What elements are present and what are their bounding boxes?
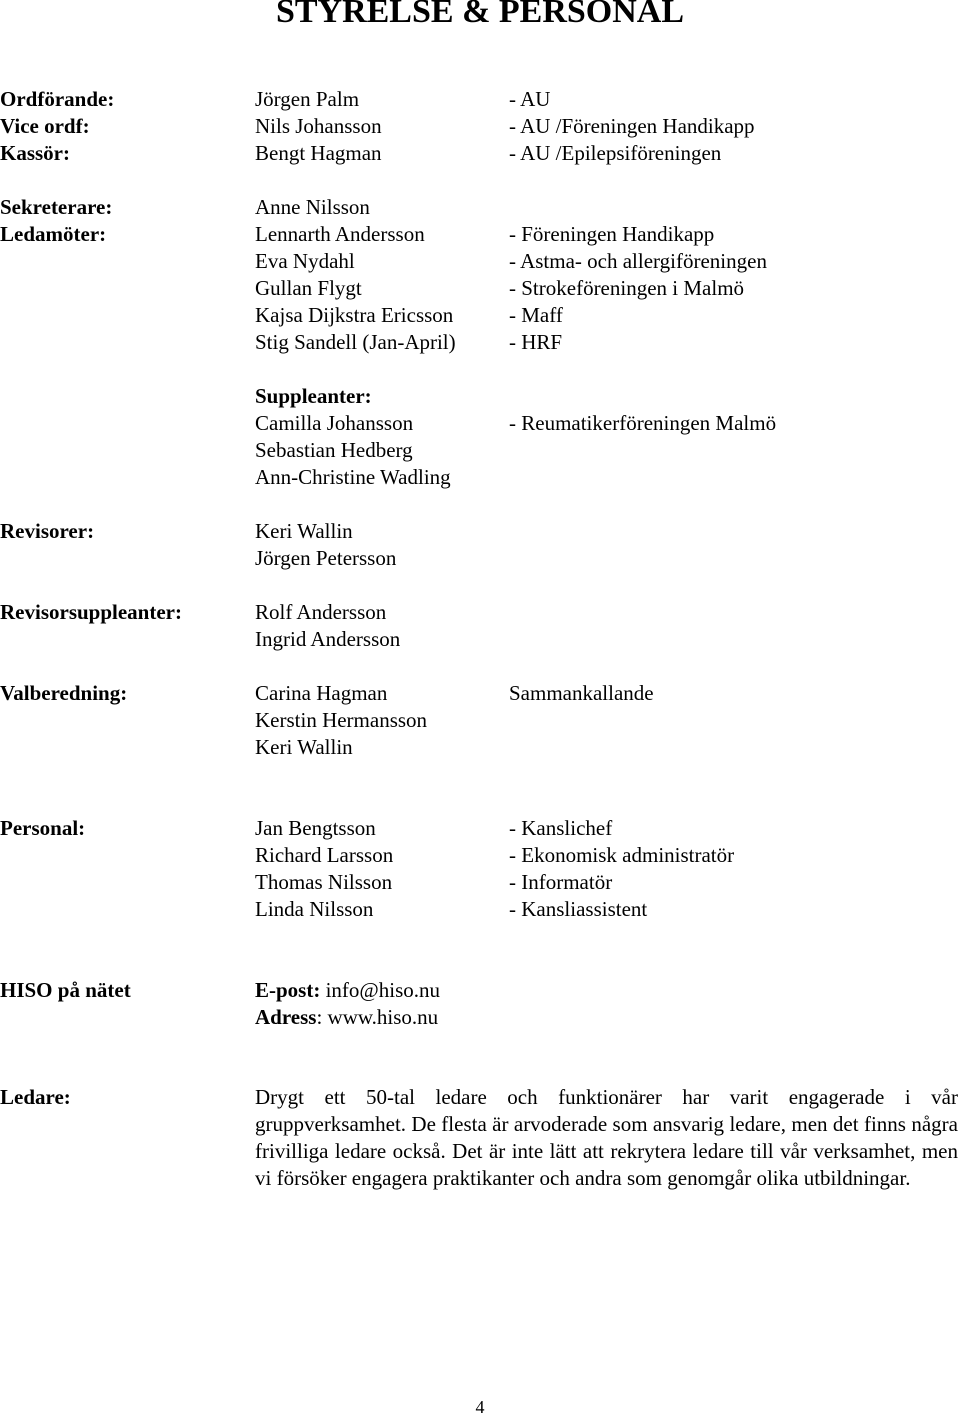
hiso-label: HISO på nätet (0, 978, 131, 1002)
vice-role: - AU /Föreningen Handikapp (509, 114, 755, 138)
staff-role: - Informatör (509, 870, 613, 894)
ledare-paragraph: Drygt ett 50-tal ledare och funktionärer har varit engagerade i vår gruppverksamhet. De flesta är arvoderade som ansvarig ledare, men det finns några frivilliga ledare också. Det är inte lätt att rekrytera ledare till vår verksamhet, men vi försöker engagera praktikanter och andra som genomgår olika utbildningar. (255, 1085, 958, 1190)
staff-name: Thomas Nilsson (255, 870, 393, 894)
ledamot-org: - HRF (509, 330, 563, 354)
kassor-label: Kassör: (0, 141, 70, 165)
valberedning-name: Keri Wallin (255, 735, 353, 759)
kassor-role: - AU /Epilepsiföreningen (509, 141, 722, 165)
address-line (255, 1004, 438, 1031)
address-label: Adress (255, 1005, 317, 1029)
ledamot-org: - Strokeföreningen i Malmö (509, 276, 745, 300)
ledamot-name: Kajsa Dijkstra Ericsson (255, 303, 454, 327)
page-title: STYRELSE & PERSONAL (275, 0, 685, 30)
staff-role: - Kansliassistent (509, 897, 648, 921)
ledare-label: Ledare: (0, 1085, 71, 1109)
address-link[interactable]: : www.hiso.nu (316, 1005, 439, 1029)
staff-name: Richard Larsson (255, 843, 394, 867)
staff-role: - Kanslichef (509, 816, 613, 840)
revisor-name: Jörgen Petersson (255, 546, 397, 570)
revisor-name: Keri Wallin (255, 519, 353, 543)
email-line (255, 977, 440, 1004)
staff-name: Linda Nilsson (255, 897, 374, 921)
valberedning-name: Carina Hagman (255, 681, 388, 705)
personal-label: Personal: (0, 816, 86, 840)
valberedning-note: Sammankallande (509, 681, 654, 705)
ledamot-name: Stig Sandell (Jan-April) (255, 330, 456, 354)
ledamot-org: - Astma- och allergiföreningen (509, 249, 767, 273)
suppleanter-label: Suppleanter: (255, 384, 372, 408)
kassor-name: Bengt Hagman (255, 141, 382, 165)
ledamot-name: Gullan Flygt (255, 276, 362, 300)
sekreterare-name: Anne Nilsson (255, 195, 370, 219)
ledamot-org: - Maff (509, 303, 563, 327)
page-number: 4 (475, 1397, 485, 1417)
revisorsuppleant-name: Rolf Andersson (255, 600, 387, 624)
ledamot-name: Lennarth Andersson (255, 222, 425, 246)
revisorsuppleanter-label: Revisorsuppleanter: (0, 600, 182, 624)
ledamot-org: - Föreningen Handikapp (509, 222, 715, 246)
ordforande-role: - AU (509, 87, 551, 111)
ledamot-name: Eva Nydahl (255, 249, 355, 273)
valberedning-label: Valberedning: (0, 681, 128, 705)
email-label: E-post: (255, 978, 321, 1002)
ordforande-label: Ordförande: (0, 87, 115, 111)
valberedning-name: Kerstin Hermansson (255, 708, 428, 732)
ordforande-name: Jörgen Palm (255, 87, 360, 111)
staff-name: Jan Bengtsson (255, 816, 376, 840)
vice-name: Nils Johansson (255, 114, 382, 138)
suppleant-name: Camilla Johansson (255, 411, 414, 435)
ledamoter-label: Ledamöter: (0, 222, 107, 246)
email-link[interactable]: info@hiso.nu (325, 978, 441, 1002)
sekreterare-label: Sekreterare: (0, 195, 113, 219)
suppleant-org: - Reumatikerföreningen Malmö (509, 411, 777, 435)
staff-role: - Ekonomisk administratör (509, 843, 735, 867)
suppleant-name: Sebastian Hedberg (255, 438, 413, 462)
vice-label: Vice ordf: (0, 114, 90, 138)
suppleant-name: Ann-Christine Wadling (255, 465, 451, 489)
revisorsuppleant-name: Ingrid Andersson (255, 627, 401, 651)
revisorer-label: Revisorer: (0, 519, 95, 543)
